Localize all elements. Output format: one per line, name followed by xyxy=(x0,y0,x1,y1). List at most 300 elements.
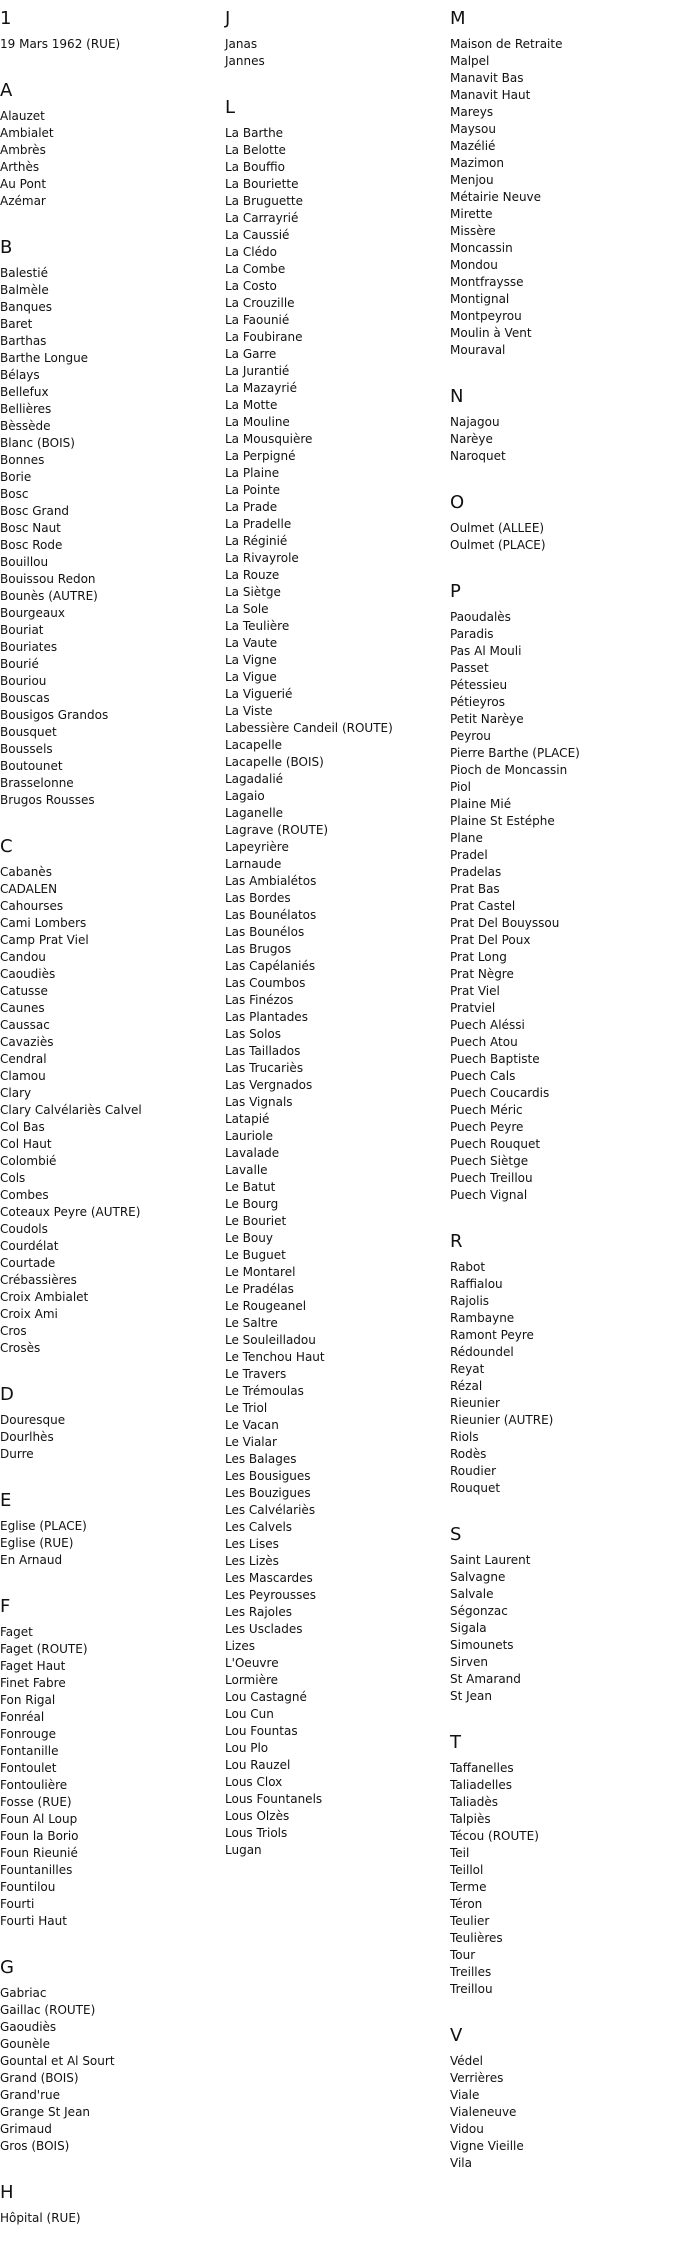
street-name: Lagadalié xyxy=(225,772,284,786)
street-name: Lavalle xyxy=(225,1163,268,1177)
letter-heading: F xyxy=(0,1596,11,1617)
street-name: Lou Cun xyxy=(225,1707,274,1721)
street-name: Bellefux xyxy=(0,385,49,399)
letter-group xyxy=(0,836,220,1357)
street-name: Cavaziès xyxy=(0,1035,54,1049)
street-name: Rouquet xyxy=(450,1481,501,1495)
street-name: Oulmet (ALLEE) xyxy=(450,521,545,535)
street-list xyxy=(0,1412,220,1463)
street-name: Védel xyxy=(450,2054,483,2068)
street-name: Faget (ROUTE) xyxy=(0,1642,88,1656)
street-name: La Rivayrole xyxy=(225,551,299,565)
street-name: Grand'rue xyxy=(0,2088,61,2102)
column-1 xyxy=(0,8,220,2254)
street-name: Rézal xyxy=(450,1379,483,1393)
street-name: Fourti Haut xyxy=(0,1914,67,1928)
street-name: La Vigue xyxy=(225,670,277,684)
street-name: Le Bouriet xyxy=(225,1214,287,1228)
street-name: La Pradelle xyxy=(225,517,292,531)
street-name: Prat Nègre xyxy=(450,967,514,981)
street-name: Le Batut xyxy=(225,1180,276,1194)
letter-heading: 1 xyxy=(0,8,12,29)
street-name: Técou (ROUTE) xyxy=(450,1829,539,1843)
street-name: Puech Vignal xyxy=(450,1188,528,1202)
street-name: La Costo xyxy=(225,279,277,293)
street-name: Grimaud xyxy=(0,2122,52,2136)
street-name: Rieunier xyxy=(450,1396,500,1410)
street-name: Fontanille xyxy=(0,1744,59,1758)
street-name: Lugan xyxy=(225,1843,262,1857)
letter-group xyxy=(0,237,220,809)
column-2 xyxy=(225,8,445,1886)
street-name: Le Bouy xyxy=(225,1231,273,1245)
street-list xyxy=(450,520,670,554)
street-name: Le Vacan xyxy=(225,1418,279,1432)
street-name: Fonréal xyxy=(0,1710,45,1724)
street-name: Teillol xyxy=(450,1863,484,1877)
street-list xyxy=(0,36,220,53)
street-name: Puech Treillou xyxy=(450,1171,533,1185)
street-name: Le Triol xyxy=(225,1401,268,1415)
street-name: Les Lises xyxy=(225,1537,279,1551)
street-name: La Mousquière xyxy=(225,432,313,446)
street-name: Le Bourg xyxy=(225,1197,279,1211)
street-name: La Viste xyxy=(225,704,273,718)
street-name: Moncassin xyxy=(450,241,513,255)
street-name: La Plaine xyxy=(225,466,280,480)
street-name: Fontoulière xyxy=(0,1778,68,1792)
street-name: Brasselonne xyxy=(0,776,74,790)
street-name: Las Coumbos xyxy=(225,976,306,990)
street-name: Gountal et Al Sourt xyxy=(0,2054,115,2068)
letter-heading: R xyxy=(450,1231,463,1252)
street-name: Boussels xyxy=(0,742,53,756)
letter-group xyxy=(450,2025,670,2172)
street-name: Lagaio xyxy=(225,789,265,803)
street-name: Puech Coucardis xyxy=(450,1086,550,1100)
street-name: Gaillac (ROUTE) xyxy=(0,2003,96,2017)
street-name: La Jurantié xyxy=(225,364,290,378)
street-list xyxy=(450,609,670,1204)
street-name: Puech Méric xyxy=(450,1103,523,1117)
street-name: Caussac xyxy=(0,1018,50,1032)
street-name: Ramont Peyre xyxy=(450,1328,534,1342)
street-name: Bounès (AUTRE) xyxy=(0,589,98,603)
street-name: La Perpigné xyxy=(225,449,296,463)
street-name: Fon Rigal xyxy=(0,1693,56,1707)
street-name: Pas Al Mouli xyxy=(450,644,522,658)
street-name: Ambrès xyxy=(0,143,46,157)
street-list xyxy=(0,1624,220,1930)
street-name: Les Bouzigues xyxy=(225,1486,311,1500)
street-name: La Siètge xyxy=(225,585,281,599)
street-name: Grange St Jean xyxy=(0,2105,91,2119)
letter-heading: A xyxy=(0,80,13,101)
street-name: Le Vialar xyxy=(225,1435,277,1449)
street-list xyxy=(225,125,445,1859)
street-name: Las Bordes xyxy=(225,891,291,905)
street-name: St Amarand xyxy=(450,1672,521,1686)
street-name: La Teulière xyxy=(225,619,290,633)
street-name: Lou Fountas xyxy=(225,1724,298,1738)
street-name: Bosc Grand xyxy=(0,504,70,518)
street-name: Dourlhès xyxy=(0,1430,54,1444)
street-name: Puech Baptiste xyxy=(450,1052,540,1066)
street-name: Courtade xyxy=(0,1256,56,1270)
street-name: Lou Castagné xyxy=(225,1690,307,1704)
street-name: 19 Mars 1962 (RUE) xyxy=(0,37,121,51)
street-name: Raffialou xyxy=(450,1277,503,1291)
street-name: Plane xyxy=(450,831,483,845)
street-name: Les Mascardes xyxy=(225,1571,313,1585)
street-name: Les Bousigues xyxy=(225,1469,311,1483)
street-name: Le Souleilladou xyxy=(225,1333,316,1347)
street-name: Les Balages xyxy=(225,1452,297,1466)
street-name: Colombié xyxy=(0,1154,57,1168)
street-name: Bousigos Grandos xyxy=(0,708,109,722)
street-name: Rieunier (AUTRE) xyxy=(450,1413,554,1427)
street-name: Vialeneuve xyxy=(450,2105,517,2119)
street-name: Viale xyxy=(450,2088,480,2102)
letter-heading: O xyxy=(450,492,465,513)
street-name: Saint Laurent xyxy=(450,1553,531,1567)
street-name: La Mazayrié xyxy=(225,381,297,395)
street-name: Crébassières xyxy=(0,1273,77,1287)
street-name: Rambayne xyxy=(450,1311,515,1325)
street-name: Terme xyxy=(450,1880,487,1894)
street-name: Candou xyxy=(0,950,46,964)
street-name: Las Bounélos xyxy=(225,925,305,939)
street-name: Montpeyrou xyxy=(450,309,522,323)
street-name: Tour xyxy=(450,1948,476,1962)
street-name: La Mouline xyxy=(225,415,290,429)
street-name: Puech Rouquet xyxy=(450,1137,541,1151)
letter-group xyxy=(450,581,670,1204)
street-name: Col Haut xyxy=(0,1137,52,1151)
street-name: Croix Ambialet xyxy=(0,1290,89,1304)
street-name: Coteaux Peyre (AUTRE) xyxy=(0,1205,141,1219)
street-name: St Jean xyxy=(450,1689,493,1703)
street-name: Col Bas xyxy=(0,1120,45,1134)
street-name: Cahourses xyxy=(0,899,64,913)
letter-heading: D xyxy=(0,1384,14,1405)
street-name: Métairie Neuve xyxy=(450,190,542,204)
street-name: Les Rajoles xyxy=(225,1605,292,1619)
street-name: Puech Aléssi xyxy=(450,1018,525,1032)
street-name: La Combe xyxy=(225,262,286,276)
street-name: Simounets xyxy=(450,1638,514,1652)
street-name: Eglise (RUE) xyxy=(0,1536,74,1550)
street-name: Teulières xyxy=(450,1931,503,1945)
street-name: Téron xyxy=(450,1897,483,1911)
letter-heading: E xyxy=(0,1490,12,1511)
street-list xyxy=(225,36,445,70)
street-name: Missère xyxy=(450,224,496,238)
street-name: Sirven xyxy=(450,1655,488,1669)
street-name: Courdélat xyxy=(0,1239,59,1253)
street-name: Fountilou xyxy=(0,1880,56,1894)
street-name: Fourti xyxy=(0,1897,35,1911)
street-name: Teil xyxy=(450,1846,470,1860)
street-name: Laganelle xyxy=(225,806,284,820)
street-name: Vidou xyxy=(450,2122,484,2136)
street-name: Les Calvélariès xyxy=(225,1503,316,1517)
street-name: Le Tenchou Haut xyxy=(225,1350,325,1364)
street-name: Paoudalès xyxy=(450,610,511,624)
street-name: Fountanilles xyxy=(0,1863,73,1877)
street-name: Lapeyrière xyxy=(225,840,289,854)
street-name: Bouscas xyxy=(0,691,50,705)
street-name: Puech Cals xyxy=(450,1069,516,1083)
street-name: Bosc Naut xyxy=(0,521,61,535)
street-name: Bouillou xyxy=(0,555,49,569)
street-name: Le Montarel xyxy=(225,1265,296,1279)
street-list xyxy=(0,265,220,809)
street-name: Pétessieu xyxy=(450,678,508,692)
street-name: Taliadelles xyxy=(450,1778,513,1792)
street-name: Ambialet xyxy=(0,126,54,140)
street-name: CADALEN xyxy=(0,882,58,896)
street-name: Mazélié xyxy=(450,139,496,153)
letter-heading: H xyxy=(0,2182,14,2203)
street-name: Cendral xyxy=(0,1052,47,1066)
letter-heading: C xyxy=(0,836,13,857)
street-name: La Carrayrié xyxy=(225,211,299,225)
street-name: Bourgeaux xyxy=(0,606,65,620)
street-name: Riols xyxy=(450,1430,479,1444)
letter-heading: L xyxy=(225,97,236,118)
street-name: Fosse (RUE) xyxy=(0,1795,72,1809)
letter-heading: B xyxy=(0,237,13,258)
street-name: Finet Fabre xyxy=(0,1676,66,1690)
street-list xyxy=(450,1552,670,1705)
street-name: Narèye xyxy=(450,432,493,446)
street-name: Passet xyxy=(450,661,489,675)
street-name: Hôpital (RUE) xyxy=(0,2211,81,2225)
street-name: Pradelas xyxy=(450,865,502,879)
street-name: Crosès xyxy=(0,1341,41,1355)
letter-group xyxy=(450,1732,670,1998)
street-name: Coudols xyxy=(0,1222,48,1236)
street-name: Manavit Haut xyxy=(450,88,531,102)
street-name: Treilles xyxy=(450,1965,492,1979)
letter-heading: N xyxy=(450,386,464,407)
street-name: Lagrave (ROUTE) xyxy=(225,823,329,837)
letter-group xyxy=(450,492,670,554)
street-name: L'Oeuvre xyxy=(225,1656,279,1670)
letter-heading: G xyxy=(0,1957,14,1978)
street-name: Mazimon xyxy=(450,156,504,170)
street-name: Cabanès xyxy=(0,865,52,879)
street-name: Bouriates xyxy=(0,640,58,654)
street-name: Rédoundel xyxy=(450,1345,514,1359)
street-name: Maison de Retraite xyxy=(450,37,563,51)
street-name: Ségonzac xyxy=(450,1604,508,1618)
letter-heading: V xyxy=(450,2025,463,2046)
street-name: En Arnaud xyxy=(0,1553,63,1567)
street-name: Lous Olzès xyxy=(225,1809,290,1823)
street-name: Lou Rauzel xyxy=(225,1758,291,1772)
street-name: Las Plantades xyxy=(225,1010,308,1024)
street-name: Las Brugos xyxy=(225,942,292,956)
street-name: Faget xyxy=(0,1625,33,1639)
street-name: Menjou xyxy=(450,173,494,187)
letter-group xyxy=(0,1490,220,1569)
letter-heading: M xyxy=(450,8,466,29)
street-list xyxy=(450,1760,670,1998)
street-name: Clary xyxy=(0,1086,32,1100)
street-name: Las Taillados xyxy=(225,1044,301,1058)
letter-group xyxy=(0,1384,220,1463)
street-name: Naroquet xyxy=(450,449,506,463)
street-name: Cami Lombers xyxy=(0,916,87,930)
letter-group xyxy=(450,8,670,359)
street-name: La Garre xyxy=(225,347,277,361)
street-name: Mirette xyxy=(450,207,493,221)
street-name: Gabriac xyxy=(0,1986,47,2000)
street-name: Puech Peyre xyxy=(450,1120,524,1134)
street-name: Bonnes xyxy=(0,453,45,467)
street-name: La Pointe xyxy=(225,483,281,497)
street-name: Lacapelle xyxy=(225,738,283,752)
street-name: Balestié xyxy=(0,266,48,280)
letter-group xyxy=(0,2182,220,2227)
street-name: Grand (BOIS) xyxy=(0,2071,79,2085)
letter-heading: S xyxy=(450,1524,462,1545)
street-name: La Crouzille xyxy=(225,296,295,310)
street-name: La Clédo xyxy=(225,245,277,259)
street-name: La Motte xyxy=(225,398,278,412)
street-name: Lavalade xyxy=(225,1146,280,1160)
street-name: Clary Calvélariès Calvel xyxy=(0,1103,142,1117)
street-name: Lous Clox xyxy=(225,1775,283,1789)
letter-group xyxy=(225,97,445,1859)
street-name: Les Peyrousses xyxy=(225,1588,316,1602)
letter-group xyxy=(450,1524,670,1705)
street-name: Les Lizès xyxy=(225,1554,279,1568)
street-name: La Rouze xyxy=(225,568,280,582)
street-name: Rabot xyxy=(450,1260,486,1274)
street-name: La Bouriette xyxy=(225,177,299,191)
street-name: Le Saltre xyxy=(225,1316,278,1330)
street-name: Azémar xyxy=(0,194,46,208)
street-name: Lormière xyxy=(225,1673,278,1687)
letter-group xyxy=(225,8,445,70)
street-name: Les Calvels xyxy=(225,1520,293,1534)
street-name: Au Pont xyxy=(0,177,47,191)
street-name: Fontoulet xyxy=(0,1761,57,1775)
street-name: Lou Plo xyxy=(225,1741,269,1755)
street-name: Bouriat xyxy=(0,623,44,637)
street-name: Las Bounélatos xyxy=(225,908,317,922)
street-name: Lauriole xyxy=(225,1129,273,1143)
letter-heading: T xyxy=(450,1732,461,1753)
street-name: Caoudiès xyxy=(0,967,56,981)
street-name: Rajolis xyxy=(450,1294,490,1308)
street-list xyxy=(0,864,220,1357)
street-name: Latapié xyxy=(225,1112,270,1126)
street-name: Salvale xyxy=(450,1587,494,1601)
street-name: Roudier xyxy=(450,1464,497,1478)
street-name: La Barthe xyxy=(225,126,284,140)
street-name: Oulmet (PLACE) xyxy=(450,538,546,552)
street-name: Douresque xyxy=(0,1413,66,1427)
street-name: Manavit Bas xyxy=(450,71,524,85)
street-name: La Sole xyxy=(225,602,269,616)
street-name: Le Rougeanel xyxy=(225,1299,307,1313)
street-name: La Réginié xyxy=(225,534,288,548)
street-name: Las Solos xyxy=(225,1027,281,1041)
street-name: Pratviel xyxy=(450,1001,496,1015)
street-name: Bosc Rode xyxy=(0,538,63,552)
street-name: Paradis xyxy=(450,627,494,641)
street-name: Bélays xyxy=(0,368,40,382)
street-name: Durre xyxy=(0,1447,34,1461)
street-name: Montfraysse xyxy=(450,275,524,289)
letter-group xyxy=(450,1231,670,1497)
street-name: Prat Long xyxy=(450,950,507,964)
street-list xyxy=(450,36,670,359)
street-name: Gros (BOIS) xyxy=(0,2139,70,2153)
street-name: Pradel xyxy=(450,848,488,862)
street-name: Jannes xyxy=(225,54,265,68)
street-name: Mondou xyxy=(450,258,498,272)
street-name: Las Finézos xyxy=(225,993,294,1007)
letter-heading: J xyxy=(225,8,231,29)
street-name: Bèssède xyxy=(0,419,51,433)
street-name: Boutounet xyxy=(0,759,63,773)
street-name: Cros xyxy=(0,1324,27,1338)
street-list xyxy=(0,1985,220,2155)
street-name: Las Trucariès xyxy=(225,1061,304,1075)
street-name: Sigala xyxy=(450,1621,487,1635)
street-list xyxy=(450,2053,670,2172)
street-name: Lous Fountanels xyxy=(225,1792,323,1806)
street-name: Barthe Longue xyxy=(0,351,89,365)
street-name: Foun Al Loup xyxy=(0,1812,78,1826)
street-name: Peyrou xyxy=(450,729,491,743)
street-name: Barthas xyxy=(0,334,47,348)
street-name: Puech Siètge xyxy=(450,1154,529,1168)
street-name: Teulier xyxy=(450,1914,490,1928)
street-name: Le Trémoulas xyxy=(225,1384,304,1398)
street-name: Las Ambialétos xyxy=(225,874,317,888)
letter-group xyxy=(0,1957,220,2155)
street-name: La Belotte xyxy=(225,143,286,157)
street-name: Pierre Barthe (PLACE) xyxy=(450,746,580,760)
street-name: Prat Bas xyxy=(450,882,500,896)
street-name: Puech Atou xyxy=(450,1035,518,1049)
street-list xyxy=(0,1518,220,1569)
letter-group xyxy=(450,386,670,465)
street-name: Petit Narèye xyxy=(450,712,524,726)
street-name: Bellières xyxy=(0,402,52,416)
street-name: Bosc xyxy=(0,487,29,501)
street-name: Las Capélaniés xyxy=(225,959,316,973)
street-name: Les Usclades xyxy=(225,1622,303,1636)
street-name: La Bouffio xyxy=(225,160,285,174)
street-name: Cols xyxy=(0,1171,26,1185)
street-name: Najagou xyxy=(450,415,500,429)
street-name: Talpiès xyxy=(450,1812,491,1826)
street-name: Caunes xyxy=(0,1001,45,1015)
street-name: Maysou xyxy=(450,122,497,136)
letter-group xyxy=(0,8,220,53)
street-name: Mouraval xyxy=(450,343,506,357)
street-name: Fonrouge xyxy=(0,1727,57,1741)
street-name: Catusse xyxy=(0,984,48,998)
street-name: Pioch de Moncassin xyxy=(450,763,568,777)
